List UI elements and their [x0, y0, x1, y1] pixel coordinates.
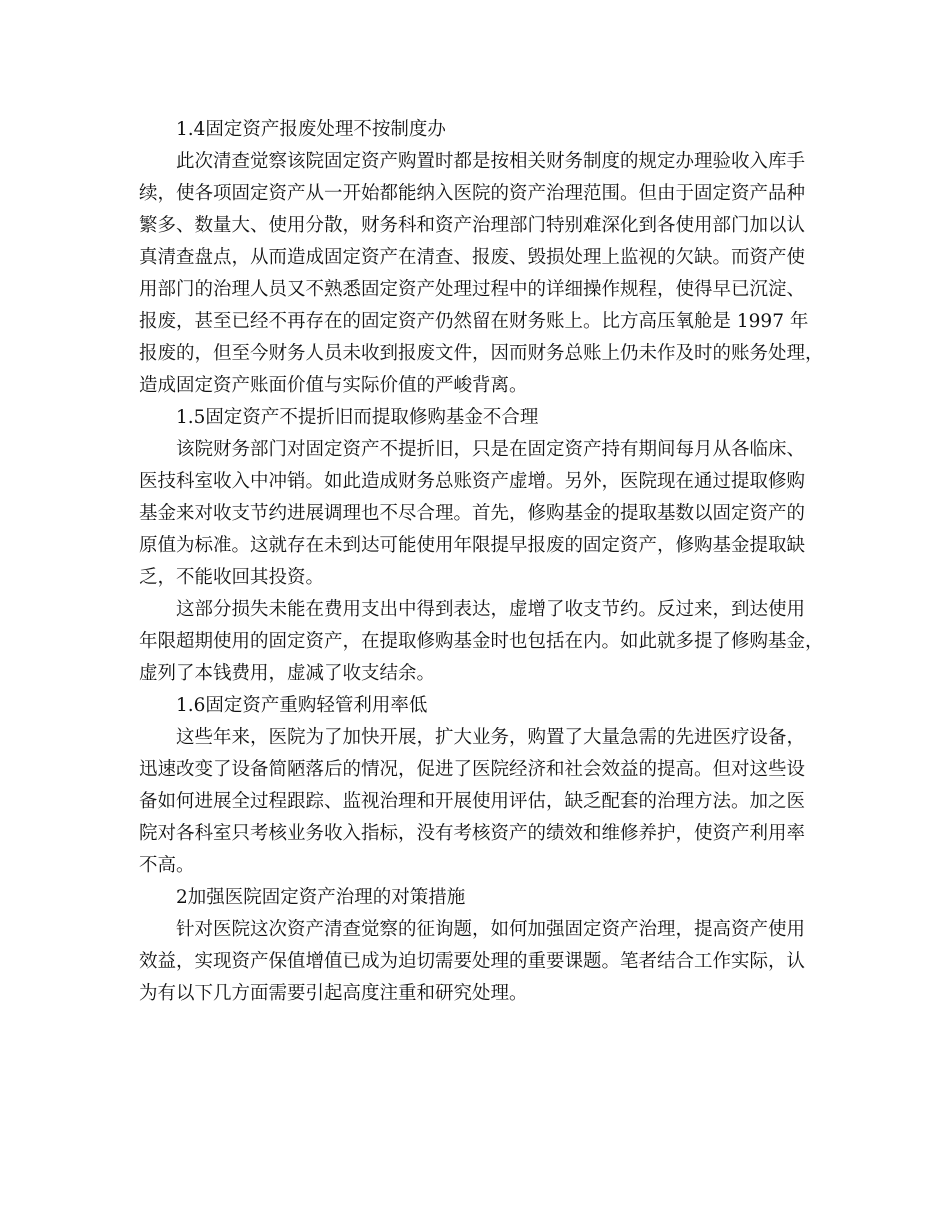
paragraph-line: 这些年来，医院为了加快开展，扩大业务，购置了大量急需的先进医疗设备，: [176, 727, 806, 748]
paragraph-line: 用部门的治理人员又不熟悉固定资产处理过程中的详细操作规程，使得早已沉淀、: [139, 279, 806, 300]
document-page: [139, 114, 824, 1010]
paragraph-line: 不高。: [139, 855, 195, 876]
paragraph-line: 此次清查觉察该院固定资产购置时都是按相关财务制度的规定办理验收入库手: [176, 151, 806, 172]
paragraph-line: 备如何进展全过程跟踪、监视治理和开展使用评估，缺乏配套的治理方法。加之医: [139, 791, 806, 812]
paragraph-line: 年限超期使用的固定资产，在提取修购基金时也包括在内。如此就多提了修购基金，: [139, 631, 824, 652]
paragraph-line: 造成固定资产账面价值与实际价值的严峻背离。: [139, 375, 528, 396]
paragraph-line: 针对医院这次资产清查觉察的征询题，如何加强固定资产治理，提高资产使用: [176, 919, 806, 940]
paragraph-line: 院对各科室只考核业务收入指标，没有考核资产的绩效和维修养护，使资产利用率: [139, 823, 806, 844]
paragraph-line: 为有以下几方面需要引起高度注重和研究处理。: [139, 983, 528, 1004]
paragraph-line: 续，使各项固定资产从一开始都能纳入医院的资产治理范围。但由于固定资产品种: [139, 183, 806, 204]
paragraph-line: 该院财务部门对固定资产不提折旧，只是在固定资产持有期间每月从各临床、: [176, 439, 806, 460]
paragraph-line: 医技科室收入中冲销。如此造成财务总账资产虚增。另外，医院现在通过提取修购: [139, 471, 806, 492]
paragraph-line: 这部分损失未能在费用支出中得到表达，虚增了收支节约。反过来，到达使用: [176, 599, 806, 620]
paragraph-line: 报废，甚至已经不再存在的固定资产仍然留在财务账上。比方高压氧舱是 1997 年: [139, 311, 809, 332]
paragraph-line: 效益，实现资产保值增值已成为迫切需要处理的重要课题。笔者结合工作实际，认: [139, 951, 806, 972]
section-heading: 1.6固定资产重购轻管利用率低: [176, 695, 428, 716]
paragraph-line: 报废的，但至今财务人员未收到报废文件，因而财务总账上仍未作及时的账务处理，: [139, 343, 824, 364]
section-heading: 1.5固定资产不提折旧而提取修购基金不合理: [176, 407, 539, 428]
paragraph-line: 原值为标准。这就存在未到达可能使用年限提早报废的固定资产，修购基金提取缺: [139, 535, 806, 556]
paragraph-line: 真清查盘点，从而造成固定资产在清查、报废、毁损处理上监视的欠缺。而资产使: [139, 247, 806, 268]
paragraph-line: 迅速改变了设备简陋落后的情况，促进了医院经济和社会效益的提高。但对这些设: [139, 759, 806, 780]
section-heading: 1.4固定资产报废处理不按制度办: [176, 119, 446, 140]
section-heading: 2加强医院固定资产治理的对策措施: [176, 887, 466, 908]
paragraph-line: 虚列了本钱费用，虚减了收支结余。: [139, 663, 436, 684]
paragraph-line: 基金来对收支节约进展调理也不尽合理。首先，修购基金的提取基数以固定资产的: [139, 503, 806, 524]
paragraph-line: 乏，不能收回其投资。: [139, 567, 325, 588]
paragraph-line: 繁多、数量大、使用分散，财务科和资产治理部门特别难深化到各使用部门加以认: [139, 215, 806, 236]
